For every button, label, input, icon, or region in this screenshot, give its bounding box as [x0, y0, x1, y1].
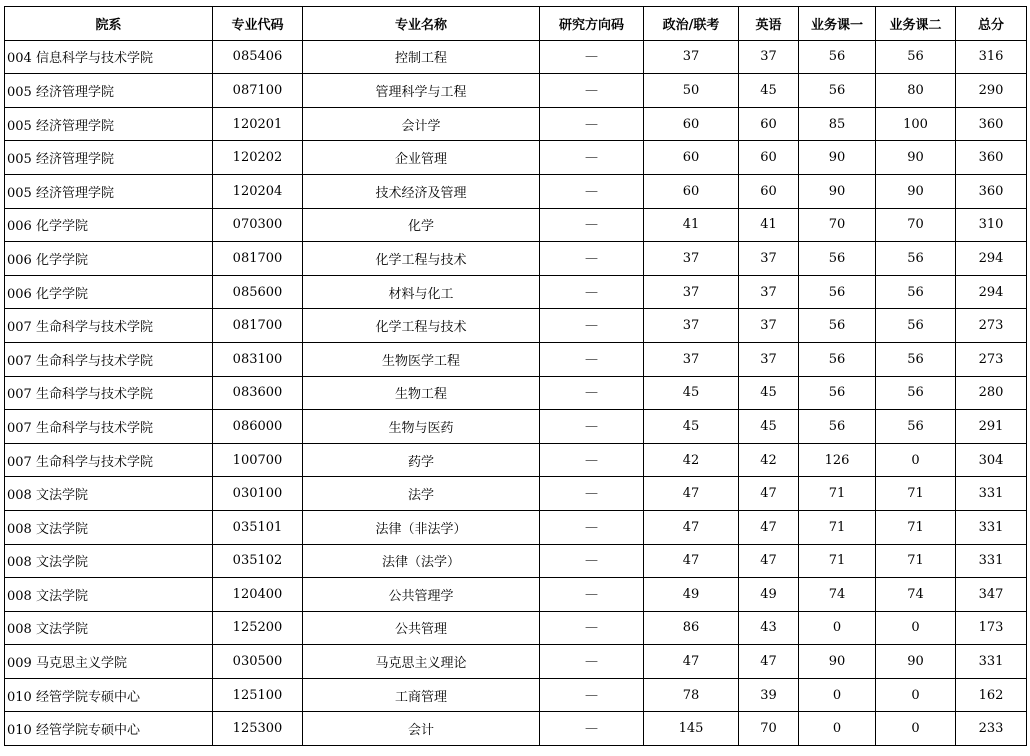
cell-course-one: 56 — [799, 309, 876, 343]
header-course-two: 业务课二 — [876, 7, 956, 41]
cell-major-code: 085406 — [213, 40, 303, 74]
table-row — [5, 309, 1027, 343]
cell-total: 347 — [956, 578, 1027, 612]
cell-major-code: 086000 — [213, 410, 303, 444]
cell-total: 290 — [956, 74, 1027, 108]
cell-department: 006 化学学院 — [5, 275, 213, 309]
cell-department: 008 文法学院 — [5, 477, 213, 511]
cell-major-name: 化学 — [303, 208, 540, 242]
cell-direction-code: — — [540, 443, 644, 477]
cell-major-code: 083600 — [213, 376, 303, 410]
cell-course-two: 0 — [876, 712, 956, 746]
cell-english: 60 — [739, 141, 799, 175]
cell-politics: 78 — [644, 678, 739, 712]
cell-total: 273 — [956, 342, 1027, 376]
cell-politics: 145 — [644, 712, 739, 746]
header-english: 英语 — [739, 7, 799, 41]
cell-major-name: 控制工程 — [303, 40, 540, 74]
cell-course-one: 56 — [799, 275, 876, 309]
cell-total: 316 — [956, 40, 1027, 74]
cell-major-name: 工商管理 — [303, 678, 540, 712]
cell-major-name: 马克思主义理论 — [303, 645, 540, 679]
cell-total: 331 — [956, 477, 1027, 511]
cell-total: 331 — [956, 645, 1027, 679]
table-row — [5, 40, 1027, 74]
cell-department: 006 化学学院 — [5, 208, 213, 242]
cell-course-one: 56 — [799, 74, 876, 108]
cell-direction-code: — — [540, 611, 644, 645]
cell-major-code: 085600 — [213, 275, 303, 309]
cell-course-one: 0 — [799, 611, 876, 645]
cell-department: 007 生命科学与技术学院 — [5, 443, 213, 477]
cell-department: 005 经济管理学院 — [5, 141, 213, 175]
cell-direction-code: — — [540, 712, 644, 746]
cell-course-one: 56 — [799, 376, 876, 410]
cell-course-two: 70 — [876, 208, 956, 242]
cell-course-two: 90 — [876, 174, 956, 208]
cell-major-name: 化学工程与技术 — [303, 309, 540, 343]
cell-course-one: 74 — [799, 578, 876, 612]
cell-major-code: 081700 — [213, 242, 303, 276]
cell-course-one: 90 — [799, 174, 876, 208]
cell-english: 37 — [739, 275, 799, 309]
cell-major-name: 法律（法学） — [303, 544, 540, 578]
cell-politics: 42 — [644, 443, 739, 477]
table-row — [5, 645, 1027, 679]
cell-course-one: 0 — [799, 678, 876, 712]
cell-department: 005 经济管理学院 — [5, 107, 213, 141]
cell-politics: 37 — [644, 309, 739, 343]
cell-direction-code: — — [540, 678, 644, 712]
cell-major-code: 125100 — [213, 678, 303, 712]
cell-department: 010 经管学院专硕中心 — [5, 712, 213, 746]
cell-department: 008 文法学院 — [5, 544, 213, 578]
header-total: 总分 — [956, 7, 1027, 41]
cell-total: 310 — [956, 208, 1027, 242]
cell-english: 45 — [739, 376, 799, 410]
cell-english: 43 — [739, 611, 799, 645]
cell-politics: 45 — [644, 410, 739, 444]
cell-total: 304 — [956, 443, 1027, 477]
cell-major-code: 087100 — [213, 74, 303, 108]
cell-major-code: 120204 — [213, 174, 303, 208]
header-course-one: 业务课一 — [799, 7, 876, 41]
cell-major-name: 会计学 — [303, 107, 540, 141]
cell-total: 233 — [956, 712, 1027, 746]
cell-english: 37 — [739, 342, 799, 376]
cell-department: 007 生命科学与技术学院 — [5, 309, 213, 343]
cell-major-code: 030500 — [213, 645, 303, 679]
cell-english: 37 — [739, 242, 799, 276]
table-row — [5, 611, 1027, 645]
cell-english: 47 — [739, 645, 799, 679]
cell-course-one: 56 — [799, 242, 876, 276]
header-politics: 政治/联考 — [644, 7, 739, 41]
cell-major-code: 125200 — [213, 611, 303, 645]
cell-course-two: 71 — [876, 510, 956, 544]
cell-course-one: 0 — [799, 712, 876, 746]
cell-direction-code: — — [540, 376, 644, 410]
cell-course-one: 126 — [799, 443, 876, 477]
cell-course-one: 56 — [799, 40, 876, 74]
cell-politics: 37 — [644, 242, 739, 276]
cell-direction-code: — — [540, 242, 644, 276]
cell-major-code: 081700 — [213, 309, 303, 343]
cell-major-name: 化学工程与技术 — [303, 242, 540, 276]
cell-politics: 50 — [644, 74, 739, 108]
table-row — [5, 208, 1027, 242]
table-row — [5, 376, 1027, 410]
cell-major-code: 035101 — [213, 510, 303, 544]
cell-course-two: 56 — [876, 40, 956, 74]
table-row — [5, 342, 1027, 376]
table-row — [5, 578, 1027, 612]
cell-department: 008 文法学院 — [5, 611, 213, 645]
cell-direction-code: — — [540, 74, 644, 108]
cell-total: 360 — [956, 107, 1027, 141]
cell-direction-code: — — [540, 544, 644, 578]
cell-direction-code: — — [540, 477, 644, 511]
table-row — [5, 712, 1027, 746]
cell-politics: 86 — [644, 611, 739, 645]
cell-direction-code: — — [540, 107, 644, 141]
cell-course-one: 71 — [799, 544, 876, 578]
cell-major-name: 材料与化工 — [303, 275, 540, 309]
cell-direction-code: — — [540, 141, 644, 175]
cell-course-two: 71 — [876, 477, 956, 511]
cell-major-name: 生物与医药 — [303, 410, 540, 444]
cell-politics: 37 — [644, 275, 739, 309]
cell-english: 47 — [739, 477, 799, 511]
cell-department: 005 经济管理学院 — [5, 174, 213, 208]
cell-course-one: 70 — [799, 208, 876, 242]
cell-politics: 60 — [644, 174, 739, 208]
cell-course-one: 71 — [799, 510, 876, 544]
cell-course-two: 56 — [876, 376, 956, 410]
cell-total: 294 — [956, 275, 1027, 309]
cell-total: 360 — [956, 141, 1027, 175]
cell-english: 37 — [739, 40, 799, 74]
cell-course-one: 85 — [799, 107, 876, 141]
cell-department: 009 马克思主义学院 — [5, 645, 213, 679]
cell-politics: 47 — [644, 510, 739, 544]
cell-course-two: 100 — [876, 107, 956, 141]
cell-department: 006 化学学院 — [5, 242, 213, 276]
cell-total: 162 — [956, 678, 1027, 712]
cell-course-two: 56 — [876, 410, 956, 444]
table-row — [5, 510, 1027, 544]
cell-english: 37 — [739, 309, 799, 343]
cell-course-two: 0 — [876, 443, 956, 477]
cell-total: 294 — [956, 242, 1027, 276]
cell-english: 60 — [739, 107, 799, 141]
cell-major-code: 100700 — [213, 443, 303, 477]
table-body — [5, 40, 1027, 745]
header-row — [5, 7, 1027, 41]
table-row — [5, 107, 1027, 141]
cell-english: 47 — [739, 510, 799, 544]
cell-total: 331 — [956, 510, 1027, 544]
table-row — [5, 443, 1027, 477]
cell-major-name: 药学 — [303, 443, 540, 477]
cell-english: 70 — [739, 712, 799, 746]
cell-total: 273 — [956, 309, 1027, 343]
cell-total: 360 — [956, 174, 1027, 208]
cell-course-one: 56 — [799, 342, 876, 376]
cell-department: 007 生命科学与技术学院 — [5, 342, 213, 376]
table-row — [5, 477, 1027, 511]
cell-department: 005 经济管理学院 — [5, 74, 213, 108]
cell-english: 39 — [739, 678, 799, 712]
cell-course-two: 0 — [876, 678, 956, 712]
cell-english: 45 — [739, 74, 799, 108]
cell-politics: 41 — [644, 208, 739, 242]
cell-direction-code: — — [540, 174, 644, 208]
table-row — [5, 275, 1027, 309]
cell-major-name: 管理科学与工程 — [303, 74, 540, 108]
cell-major-name: 法律（非法学） — [303, 510, 540, 544]
cell-direction-code: — — [540, 645, 644, 679]
cell-department: 007 生命科学与技术学院 — [5, 376, 213, 410]
cell-major-code: 120201 — [213, 107, 303, 141]
cell-english: 60 — [739, 174, 799, 208]
cell-politics: 37 — [644, 40, 739, 74]
score-table — [4, 6, 1027, 746]
cell-course-one: 90 — [799, 141, 876, 175]
cell-english: 42 — [739, 443, 799, 477]
cell-direction-code: — — [540, 410, 644, 444]
table-row — [5, 544, 1027, 578]
cell-major-name: 企业管理 — [303, 141, 540, 175]
cell-course-two: 74 — [876, 578, 956, 612]
table-row — [5, 410, 1027, 444]
cell-direction-code: — — [540, 510, 644, 544]
cell-course-one: 90 — [799, 645, 876, 679]
header-major-name: 专业名称 — [303, 7, 540, 41]
cell-department: 007 生命科学与技术学院 — [5, 410, 213, 444]
cell-major-name: 生物医学工程 — [303, 342, 540, 376]
cell-english: 45 — [739, 410, 799, 444]
cell-major-code: 070300 — [213, 208, 303, 242]
cell-major-code: 030100 — [213, 477, 303, 511]
cell-course-one: 71 — [799, 477, 876, 511]
cell-course-two: 90 — [876, 645, 956, 679]
cell-course-two: 90 — [876, 141, 956, 175]
cell-direction-code: — — [540, 275, 644, 309]
cell-politics: 60 — [644, 141, 739, 175]
cell-department: 004 信息科学与技术学院 — [5, 40, 213, 74]
cell-department: 010 经管学院专硕中心 — [5, 678, 213, 712]
cell-course-two: 80 — [876, 74, 956, 108]
cell-politics: 60 — [644, 107, 739, 141]
cell-direction-code: — — [540, 578, 644, 612]
cell-major-code: 035102 — [213, 544, 303, 578]
cell-major-name: 技术经济及管理 — [303, 174, 540, 208]
cell-course-two: 56 — [876, 309, 956, 343]
header-direction-code: 研究方向码 — [540, 7, 644, 41]
cell-course-two: 56 — [876, 242, 956, 276]
table-row — [5, 242, 1027, 276]
header-major-code: 专业代码 — [213, 7, 303, 41]
cell-major-name: 公共管理 — [303, 611, 540, 645]
cell-major-name: 公共管理学 — [303, 578, 540, 612]
cell-course-two: 56 — [876, 342, 956, 376]
cell-major-name: 法学 — [303, 477, 540, 511]
cell-course-two: 56 — [876, 275, 956, 309]
cell-major-code: 120202 — [213, 141, 303, 175]
cell-department: 008 文法学院 — [5, 510, 213, 544]
table-row — [5, 74, 1027, 108]
cell-major-code: 125300 — [213, 712, 303, 746]
cell-major-code: 083100 — [213, 342, 303, 376]
cell-major-code: 120400 — [213, 578, 303, 612]
cell-total: 280 — [956, 376, 1027, 410]
cell-direction-code: — — [540, 208, 644, 242]
cell-english: 41 — [739, 208, 799, 242]
cell-direction-code: — — [540, 40, 644, 74]
cell-course-two: 71 — [876, 544, 956, 578]
cell-direction-code: — — [540, 342, 644, 376]
cell-total: 331 — [956, 544, 1027, 578]
cell-politics: 47 — [644, 544, 739, 578]
cell-major-name: 会计 — [303, 712, 540, 746]
cell-politics: 47 — [644, 645, 739, 679]
cell-english: 49 — [739, 578, 799, 612]
cell-direction-code: — — [540, 309, 644, 343]
table-row — [5, 678, 1027, 712]
cell-politics: 37 — [644, 342, 739, 376]
cell-department: 008 文法学院 — [5, 578, 213, 612]
table-row — [5, 141, 1027, 175]
cell-total: 291 — [956, 410, 1027, 444]
cell-english: 47 — [739, 544, 799, 578]
header-department: 院系 — [5, 7, 213, 41]
table-row — [5, 174, 1027, 208]
cell-total: 173 — [956, 611, 1027, 645]
cell-politics: 49 — [644, 578, 739, 612]
cell-politics: 47 — [644, 477, 739, 511]
cell-course-two: 0 — [876, 611, 956, 645]
cell-course-one: 56 — [799, 410, 876, 444]
cell-politics: 45 — [644, 376, 739, 410]
cell-major-name: 生物工程 — [303, 376, 540, 410]
